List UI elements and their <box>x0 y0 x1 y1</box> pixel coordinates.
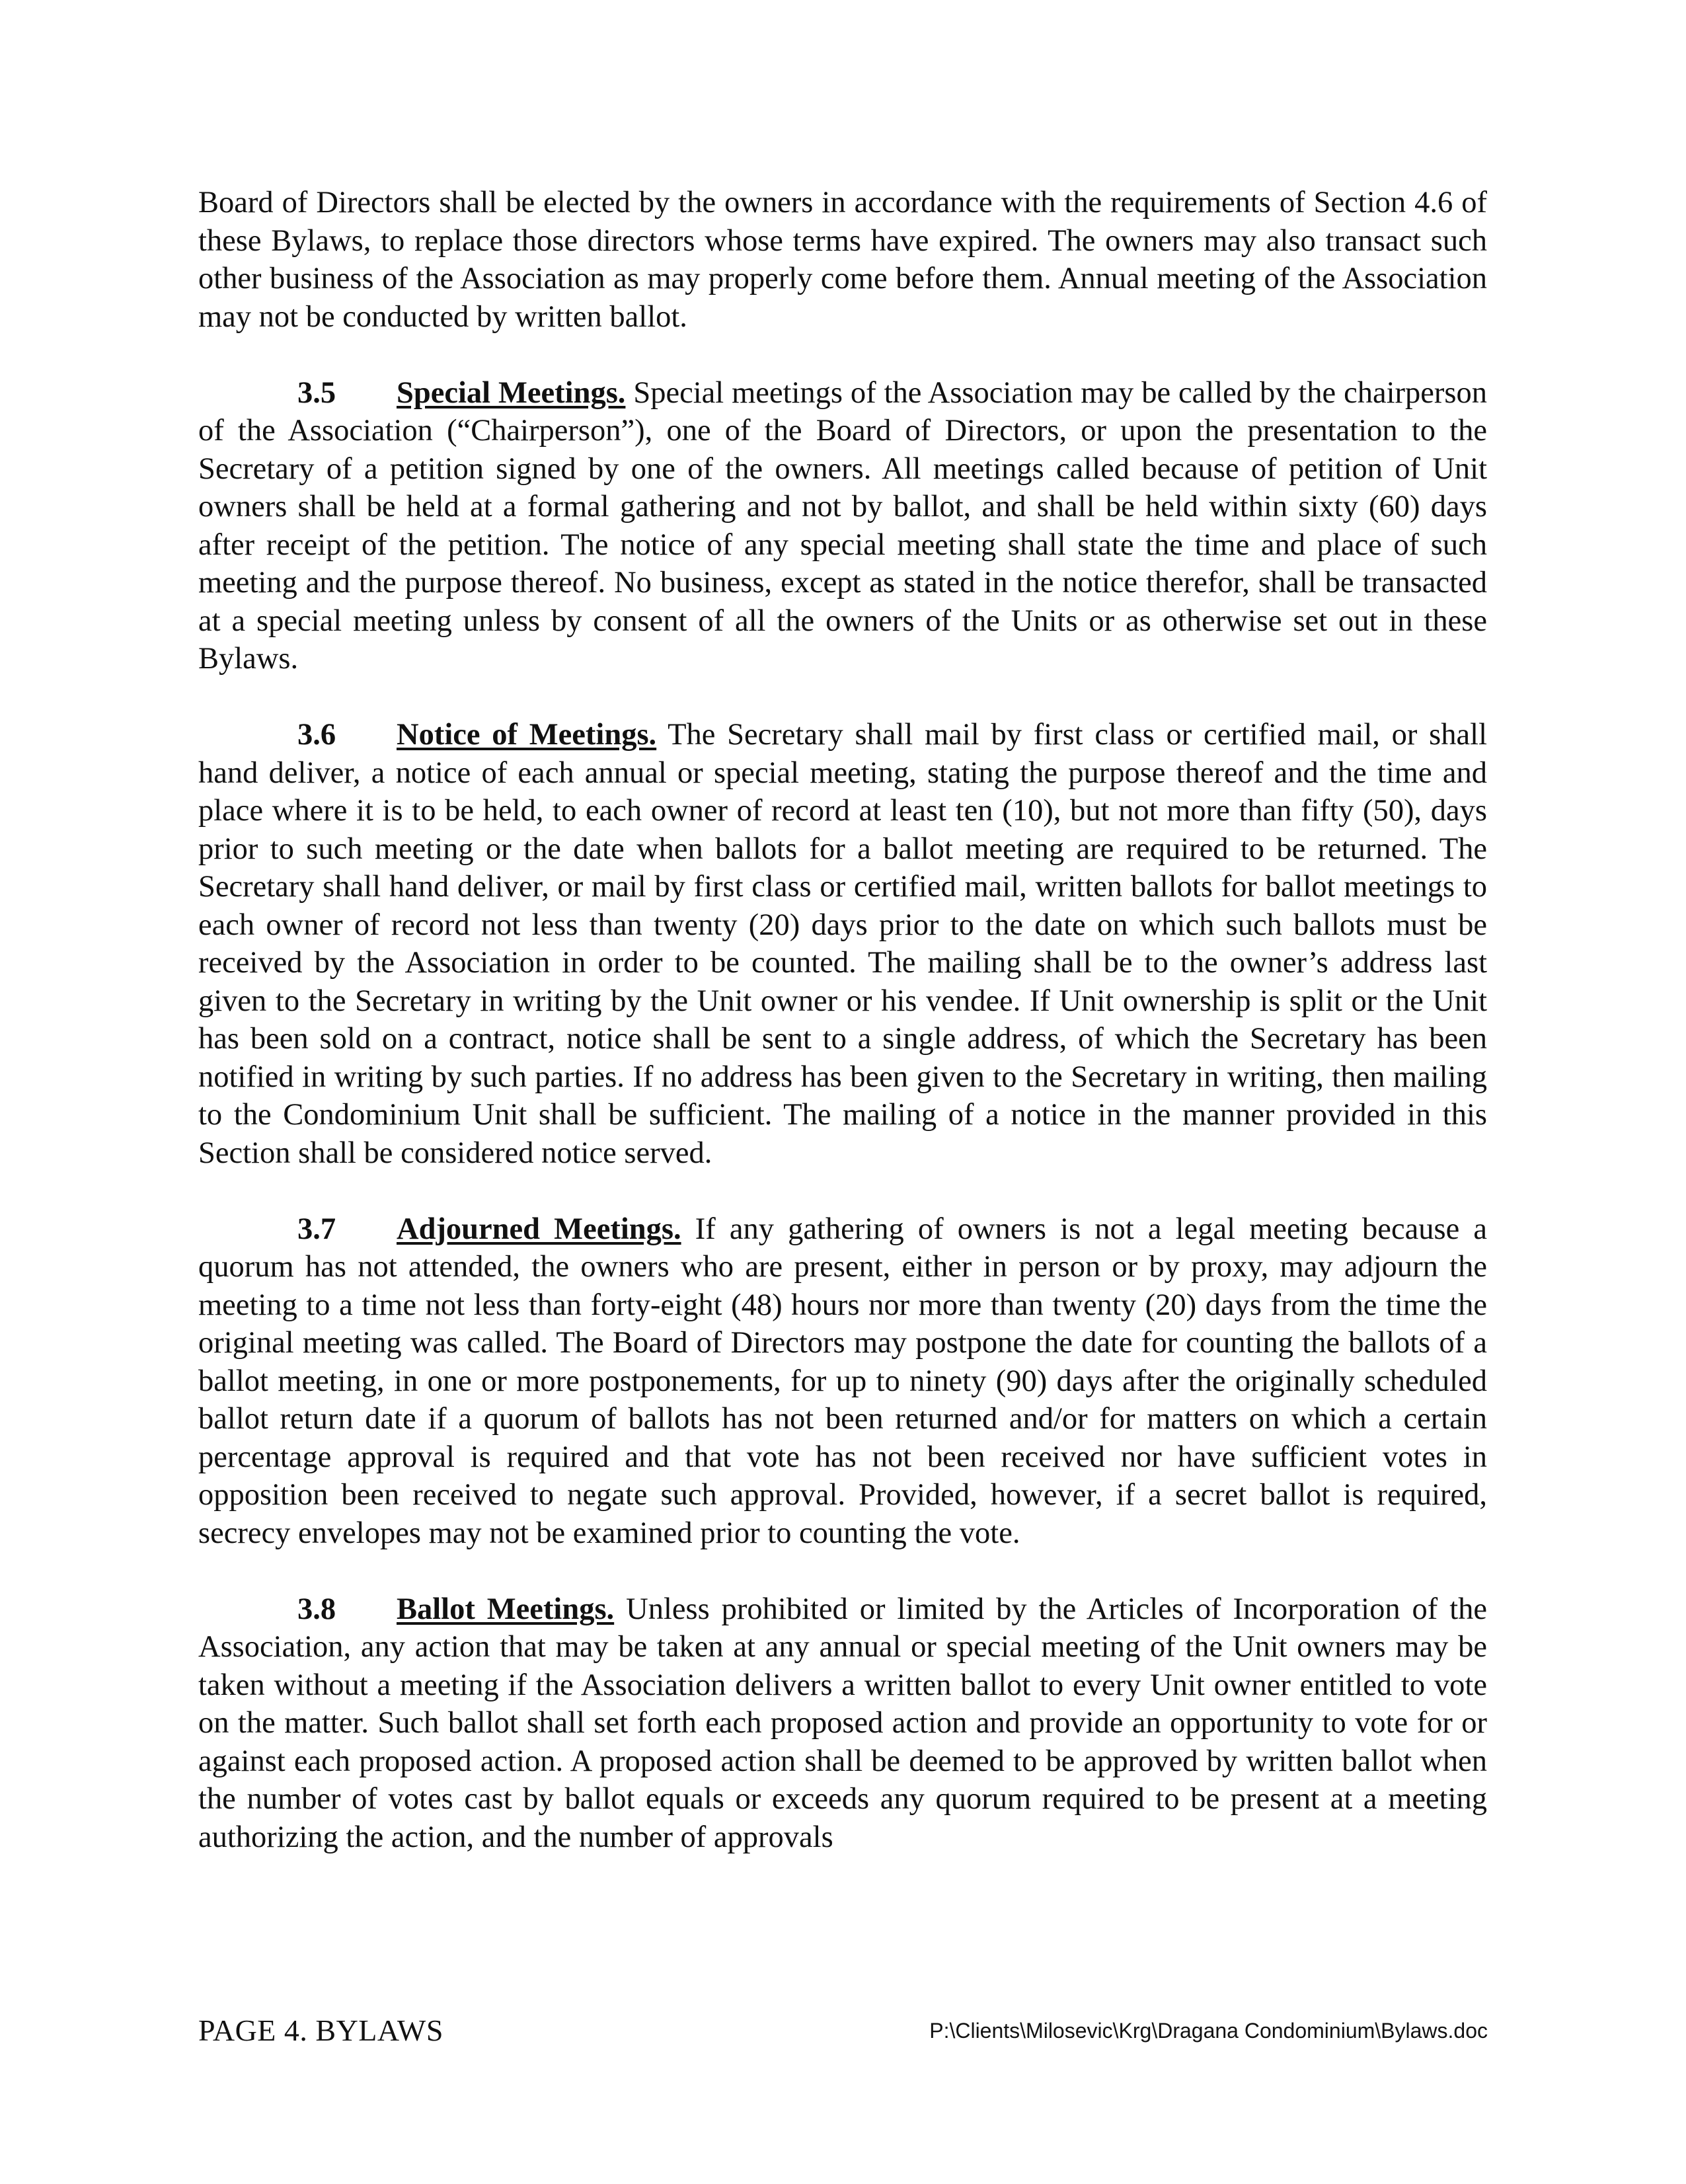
section-number: 3.5 <box>297 375 336 410</box>
section-heading: Adjourned Meetings. <box>397 1212 681 1246</box>
paragraph-continued <box>198 184 1487 336</box>
section-heading: Ballot Meetings. <box>397 1592 615 1626</box>
section-3-7-adjourned-meetings <box>198 1210 1487 1553</box>
section-text: Unless prohibited or limited by the Articles of Incorporation of the Association, any action that may be taken at any annual or special meeting of the Unit owners may be taken without a meeting if the Association delivers a written ballot to every Unit owner entitled to vote on the matter. Such ballot shall set forth each proposed action and provide an opportunity to vote for or against each proposed action. A proposed action shall be deemed to be approved by written ballot when the number of votes cast by ballot equals or exceeds any quorum required to be present at a meeting authorizing the action, and the number of approvals <box>198 1592 1487 1854</box>
section-text: Special meetings of the Association may be called by the chairperson of the Association (“Chairperson”), one of the Board of Directors, or upon the presentation to the Secretary of a petition signed by one of the owners. All meetings called because of petition of Unit owners shall be held at a formal gathering and not by ballot, and shall be held within sixty (60) days after receipt of the petition. The notice of any special meeting shall state the time and place of such meeting and the purpose thereof. No business, except as stated in the notice therefor, shall be transacted at a special meeting unless by consent of all the owners of the Units or as otherwise set out in these Bylaws. <box>198 375 1487 676</box>
section-heading: Special Meetings. <box>397 375 626 410</box>
section-number: 3.7 <box>297 1212 336 1246</box>
document-body <box>198 184 1487 1894</box>
section-heading: Notice of Meetings. <box>397 718 657 752</box>
section-3-5-special-meetings <box>198 374 1487 678</box>
section-number: 3.6 <box>297 718 336 752</box>
footer-file-path: P:\Clients\Milosevic\Krg\Dragana Condominium\Bylaws.doc <box>929 2019 1488 2043</box>
paragraph-text: Board of Directors shall be elected by the owners in accordance with the requirements of Section 4.6 of these Bylaws, to replace those directors whose terms have expired. The owners may also transact such other business of the Association as may properly come before them. Annual meeting of the Association may not be conducted by written ballot. <box>198 186 1487 334</box>
footer-page-label: PAGE 4. BYLAWS <box>198 2013 443 2047</box>
section-text: The Secretary shall mail by first class or certified mail, or shall hand deliver, a notice of each annual or special meeting, stating the purpose thereof and the time and place where it is to be held, to each owner of record at least ten (10), but not more than fifty (50), days prior to such meeting or the date when ballots for a ballot meeting are required to be returned. The Secretary shall hand deliver, or mail by first class or certified mail, written ballots for ballot meetings to each owner of record not less than twenty (20) days prior to the date on which such ballots must be received by the Association in order to be counted. The mailing shall be to the owner’s address last given to the Secretary in writing by the Unit owner or his vendee. If Unit ownership is split or the Unit has been sold on a contract, notice shall be sent to a single address, of which the Secretary has been notified in writing by such parties. If no address has been given to the Secretary in writing, then mailing to the Condominium Unit shall be sufficient. The mailing of a notice in the manner provided in this Section shall be considered notice served. <box>198 718 1487 1170</box>
section-number: 3.8 <box>297 1592 336 1626</box>
section-3-8-ballot-meetings <box>198 1590 1487 1857</box>
section-3-6-notice-of-meetings <box>198 716 1487 1172</box>
section-text: If any gathering of owners is not a legal meeting because a quorum has not attended, the owners who are present, either in person or by proxy, may adjourn the meeting to a time not less than forty-eight (48) hours nor more than twenty (20) days from the time the original meeting was called. The Board of Directors may postpone the date for counting the ballots of a ballot meeting, in one or more postponements, for up to ninety (90) days after the originally scheduled ballot return date if a quorum of ballots has not been returned and/or for matters on which a certain percentage approval is required and that vote has not been received nor have sufficient votes in opposition been received to negate such approval. Provided, however, if a secret ballot is required, secrecy envelopes may not be examined prior to counting the vote. <box>198 1212 1487 1550</box>
